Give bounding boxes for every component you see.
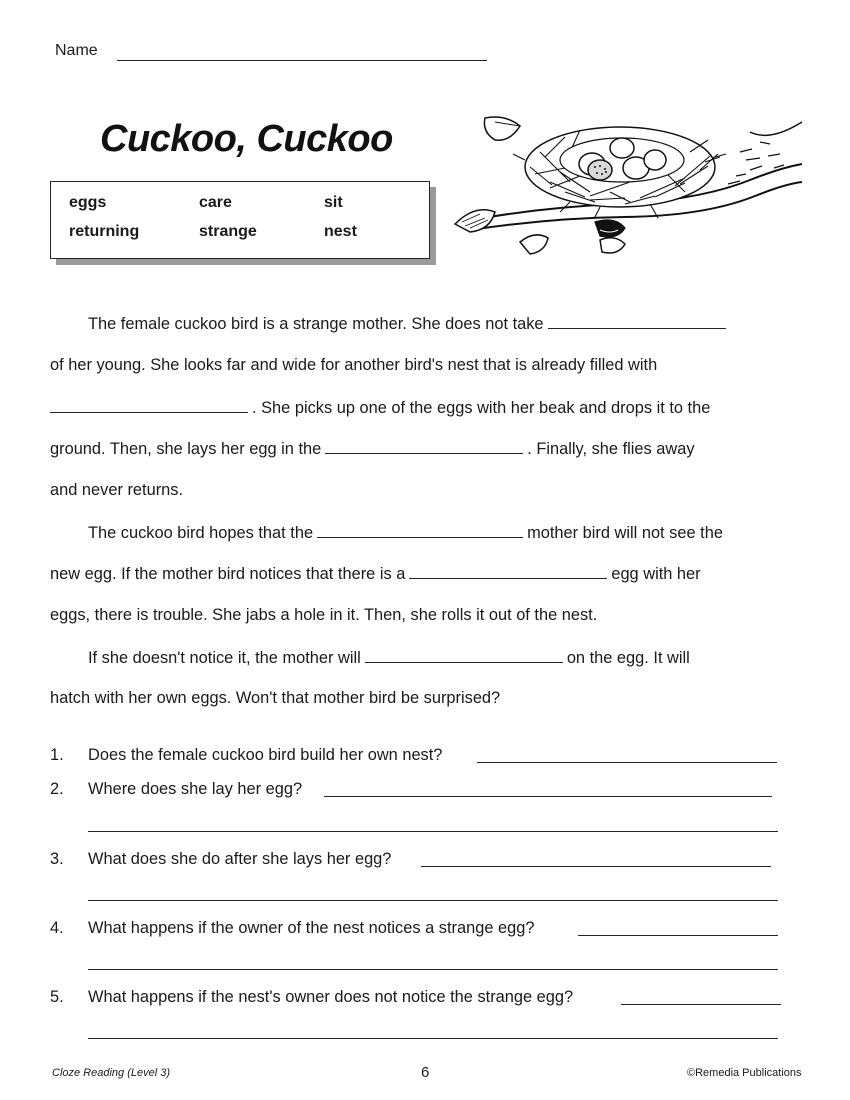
passage-text: on the egg. It will: [566, 649, 690, 667]
word-bank-item: returning: [69, 223, 140, 240]
question-text: What happens if the nest's owner does not notice the strange egg?: [88, 988, 574, 1006]
passage-text: of her young. She looks far and wide for another bird's nest that is already filled with: [50, 356, 658, 374]
passage-text: . She picks up one of the eggs with her beak and drops it to the: [252, 399, 711, 417]
question-text: Does the female cuckoo bird build her own nest?: [88, 746, 443, 764]
passage-text: ground. Then, she lays her egg in the: [50, 440, 322, 458]
answer-line[interactable]: [88, 969, 778, 970]
word-bank-item: eggs: [69, 194, 107, 211]
question-number: 2.: [50, 780, 64, 798]
question-text: What happens if the owner of the nest notices a strange egg?: [88, 919, 535, 937]
passage-text: new egg. If the mother bird notices that there is a: [50, 565, 406, 583]
word-bank: [50, 181, 430, 259]
word-bank-item: sit: [324, 194, 343, 211]
footer-copyright: ©Remedia Publications: [687, 1067, 802, 1079]
question-text: What does she do after she lays her egg?: [88, 850, 392, 868]
name-field[interactable]: [117, 60, 487, 61]
question-number: 5.: [50, 988, 64, 1006]
passage-text: The female cuckoo bird is a strange mother. She does not take: [88, 315, 544, 333]
word-bank-item: nest: [324, 223, 357, 240]
footer-book-title: Cloze Reading (Level 3): [52, 1067, 171, 1079]
word-bank-item: care: [199, 194, 232, 211]
passage-text: mother bird will not see the: [527, 524, 723, 542]
passage-text: hatch with her own eggs. Won't that mother bird be surprised?: [50, 689, 501, 707]
passage-text: The cuckoo bird hopes that the: [88, 524, 314, 542]
blank-3[interactable]: [325, 439, 523, 454]
passage-text: and never returns.: [50, 481, 184, 499]
answer-line[interactable]: [88, 1038, 778, 1039]
blank-4[interactable]: [317, 523, 523, 538]
page-number: 6: [421, 1064, 430, 1081]
passage-text: eggs, there is trouble. She jabs a hole in it. Then, she rolls it out of the nest.: [50, 606, 598, 624]
word-bank-item: strange: [199, 223, 257, 240]
passage-text: egg with her: [611, 565, 701, 583]
blank-2[interactable]: [50, 398, 248, 413]
question-number: 1.: [50, 746, 64, 764]
blank-5[interactable]: [409, 564, 607, 579]
passage-text: . Finally, she flies away: [527, 440, 695, 458]
answer-line[interactable]: [88, 900, 778, 901]
answer-line[interactable]: [477, 762, 777, 763]
answer-line[interactable]: [324, 796, 772, 797]
blank-1[interactable]: [548, 314, 726, 329]
name-label: Name: [55, 42, 98, 59]
question-number: 3.: [50, 850, 64, 868]
answer-line[interactable]: [421, 866, 771, 867]
bird-nest-illustration: [450, 112, 810, 267]
answer-line[interactable]: [621, 1004, 781, 1005]
passage-text: If she doesn't notice it, the mother will: [88, 649, 361, 667]
blank-6[interactable]: [365, 648, 563, 663]
question-number: 4.: [50, 919, 64, 937]
answer-line[interactable]: [88, 831, 778, 832]
answer-line[interactable]: [578, 935, 778, 936]
page-title: Cuckoo, Cuckoo: [100, 118, 393, 160]
question-text: Where does she lay her egg?: [88, 780, 303, 798]
